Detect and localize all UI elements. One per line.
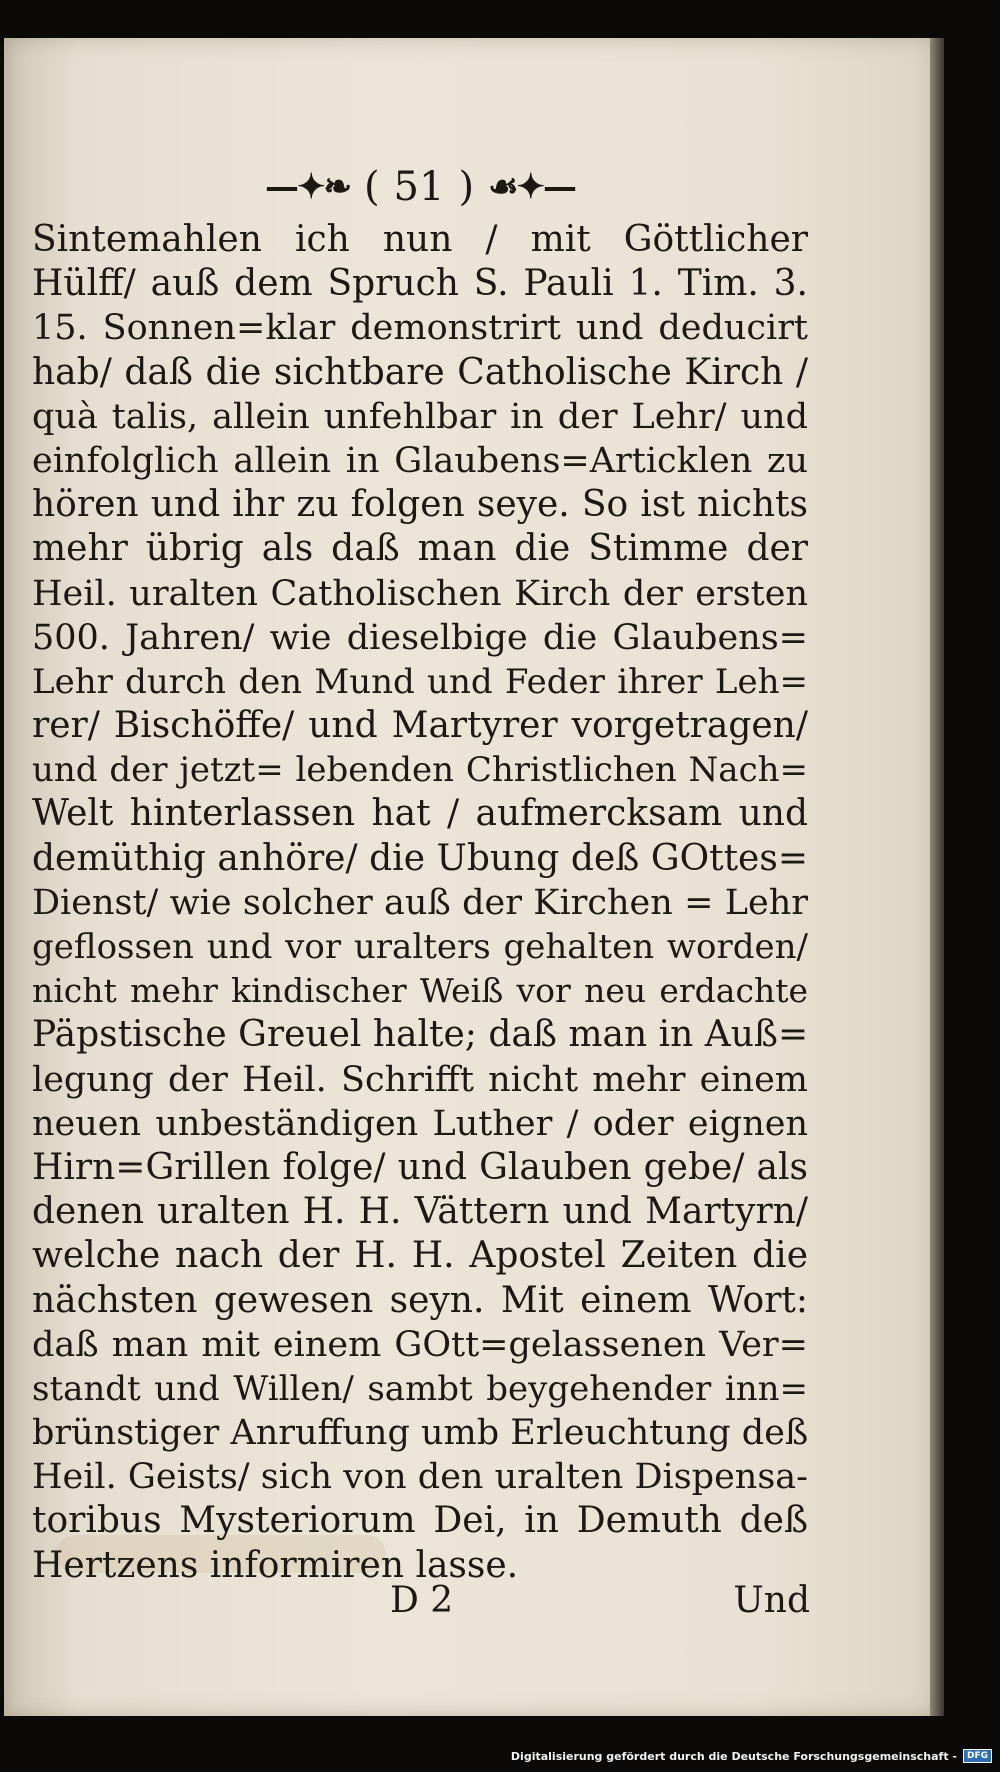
text-line: Heil. Geists/ sich von den uralten Dispensa- — [32, 1457, 808, 1498]
text-line: rer/ Bischöffe/ und Martyrer vorgetragen/ — [32, 705, 808, 747]
header-ornament-left: —✦❧ — [264, 167, 350, 207]
text-line: quà talis, allein unfehlbar in der Lehr/ und — [32, 396, 808, 437]
text-line: hören und ihr zu folgen seye. So ist nichts — [32, 484, 808, 526]
signature-mark: D 2 — [390, 1580, 454, 1621]
dfg-logo: DFG — [963, 1749, 992, 1763]
header-paren-close: ) — [458, 164, 475, 210]
credit-text: Digitalisierung gefördert durch die Deutsche Forschungsgemeinschaft - — [510, 1749, 957, 1763]
text-line: neuen unbeständigen Luther / oder eignen — [32, 1103, 808, 1144]
text-line: toribus Mysteriorum Dei, in Demuth deß — [32, 1500, 808, 1542]
text-line: geflossen und vor uralters gehalten worden/ — [32, 927, 808, 967]
text-line: Welt hinterlassen hat / aufmercksam und — [32, 793, 808, 835]
text-line: Hülff/ auß dem Spruch S. Pauli 1. Tim. 3. — [32, 263, 808, 305]
text-line: denen uralten H. H. Vättern und Martyrn/ — [32, 1191, 808, 1233]
text-line: Heil. uralten Catholischen Kirch der ersten — [32, 573, 808, 614]
text-line: Dienst/ wie solcher auß der Kirchen = Lehr — [32, 882, 808, 923]
text-line: brünstiger Anruffung umb Erleuchtung deß — [32, 1413, 808, 1454]
text-line: nächsten gewesen seyn. Mit einem Wort: — [32, 1279, 808, 1321]
text-line: 500. Jahren/ wie dieselbige die Glaubens= — [32, 617, 808, 658]
text-line: mehr übrig als daß man die Stimme der — [32, 528, 808, 570]
text-line: demüthig anhöre/ die Ubung deß GOttes= — [32, 837, 808, 879]
text-line: und der jetzt= lebenden Christlichen Nach= — [32, 750, 808, 791]
body-text — [32, 218, 808, 1588]
digitization-credit — [511, 1746, 992, 1766]
text-line: 15. Sonnen=klar demonstrirt und deducirt — [32, 308, 808, 349]
text-line: Hirn=Grillen folge/ und Glauben gebe/ als — [32, 1146, 808, 1188]
text-line: daß man mit einem GOtt=gelassenen Ver= — [32, 1324, 808, 1365]
text-line: hab/ daß die sichtbare Catholische Kirch / — [32, 351, 808, 393]
text-line: einfolglich allein in Glaubens=Articklen zu — [32, 440, 808, 481]
text-line: Päpstische Greuel halte; daß man in Auß= — [32, 1014, 808, 1056]
text-line: nicht mehr kindischer Weiß vor neu erdachte — [32, 971, 808, 1011]
text-line: Sintemahlen ich nun / mit Göttlicher — [32, 219, 808, 260]
text-line: Hertzens informiren lasse. — [32, 1544, 519, 1586]
page-header — [250, 162, 590, 212]
text-line: legung der Heil. Schrifft nicht mehr einem — [32, 1059, 808, 1100]
page-edge — [930, 38, 944, 1716]
page-footer-marks — [390, 1580, 810, 1630]
text-line: standt und Willen/ sambt beygehender inn= — [32, 1368, 808, 1409]
text-line: welche nach der H. H. Apostel Zeiten die — [32, 1235, 808, 1277]
text-line: Lehr durch den Mund und Feder ihrer Leh= — [32, 661, 808, 702]
page-number: 51 — [393, 164, 445, 210]
header-ornament-right: ☙✦— — [488, 167, 576, 207]
catchword: Und — [733, 1580, 810, 1621]
header-paren-open: ( — [363, 164, 380, 210]
